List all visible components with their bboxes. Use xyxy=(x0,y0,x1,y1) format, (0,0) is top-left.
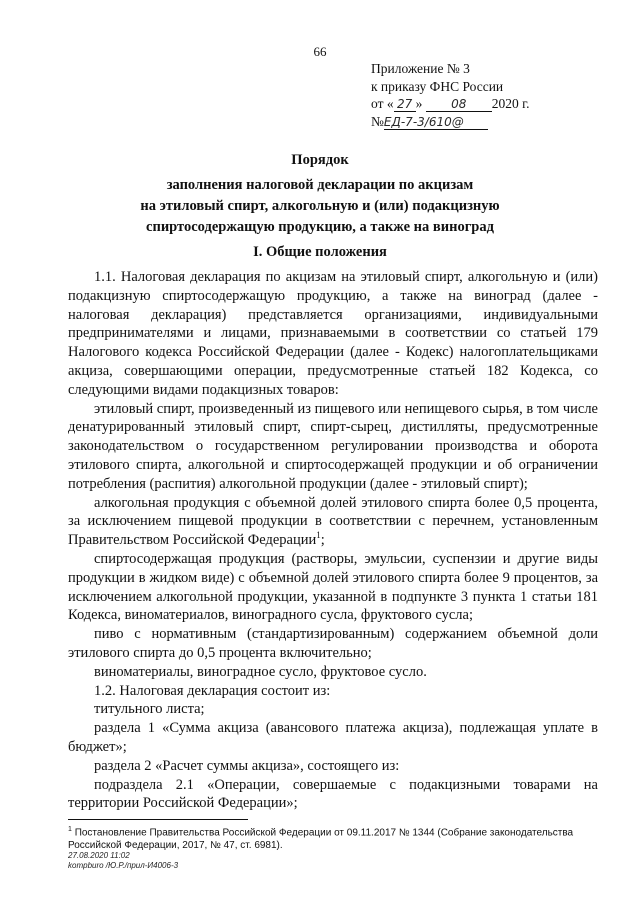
document-title xyxy=(0,150,640,238)
title-line-2: на этиловый спирт, алкогольную и (или) подакцизную xyxy=(140,198,500,214)
date-mid: » xyxy=(415,96,423,111)
date-prefix: от « xyxy=(371,96,394,111)
handwritten-number: ЕД-7-3/610@ xyxy=(384,115,488,130)
document-body xyxy=(68,268,598,813)
title-line-3: спиртосодержащую продукцию, а также на виноград xyxy=(146,219,494,235)
paragraph-section-1: раздела 1 «Сумма акциза (авансового платежа акциза), подлежащая уплате в бюджет»; xyxy=(68,720,598,755)
title-main: Порядок xyxy=(291,152,349,168)
page-number: 66 xyxy=(313,44,327,59)
attachment-number-line xyxy=(371,113,530,131)
paragraph-alcoholic-products xyxy=(68,494,598,550)
attachment-date-line xyxy=(371,95,530,113)
print-date: 27.08.2020 11:02 xyxy=(68,851,130,860)
title-line-1: заполнения налоговой декларации по акцизам xyxy=(166,177,474,193)
footnote-divider xyxy=(68,819,248,820)
date-year: 2020 г. xyxy=(491,96,530,111)
file-path: kompburo /Ю.Р./прил-И4006-3 xyxy=(68,861,179,870)
footnote-text: Постановление Правительства Российской Федерации от 09.11.2017 № 1344 (Собрание законодательства Российской Федерации, 2017, № 47, ст. 6981). xyxy=(68,827,574,852)
attachment-header xyxy=(371,60,530,130)
section-heading: I. Общие положения xyxy=(253,244,387,260)
number-prefix: № xyxy=(371,113,384,129)
paragraph-1-2: 1.2. Налоговая декларация состоит из: xyxy=(94,682,331,699)
footnote xyxy=(68,823,588,852)
paragraph-section-2: раздела 2 «Расчет суммы акциза», состоящего из: xyxy=(94,757,400,774)
paragraph-ethyl-alcohol: этиловый спирт, произведенный из пищевого или непищевого сырья, в том числе денатурированный этиловый спирт, спирт-сырец, дистилляты, предусмотренные законодательством о государственном регулировании производства и оборота этилового спирта, алкогольной и спиртосодержащей продукции и об ограничении потребления (распития) алкогольной продукции (далее - этиловый спирт); xyxy=(68,400,598,492)
paragraph-subsection-2-1: подраздела 2.1 «Операции, совершаемые с подакцизными товарами на территории Российской Федерации»; xyxy=(68,776,598,812)
attachment-line-2: к приказу ФНС России xyxy=(371,78,504,94)
paragraph-title-page: титульного листа; xyxy=(94,701,205,718)
paragraph-alcoholic-text: алкогольная продукция с объемной долей этилового спирта более 0,5 процента, за исключением пищевой продукции в соответствии с перечнем, установленным Правительством Российской Федерации xyxy=(68,494,598,549)
paragraph-alcohol-containing: спиртосодержащая продукция (растворы, эмульсии, суспензии и другие виды продукции в жидком виде) с объемной долей этилового спирта более 9 процентов, за исключением алкогольной продукции, указанной в подпункте 3 пункта 1 статьи 181 Кодекса, виноматериалов, виноградного сусла, фруктового сусла; xyxy=(68,550,598,624)
handwritten-month: 08 xyxy=(426,97,492,112)
handwritten-day: 27 xyxy=(394,97,416,112)
paragraph-1-1: 1.1. Налоговая декларация по акцизам на этиловый спирт, алкогольную и (или) подакцизную спиртосодержащую продукцию, а также на виноград (далее - налоговая декларация) представляется организациями, индивидуальными предпринимателями и лицами, признаваемыми в соответствии со статьей 179 Налогового кодекса Российской Федерации (далее - Кодекс) налогоплательщиками акциза, совершающими операции, предусмотренные статьей 182 Кодекса, со следующими видами подакцизных товаров: xyxy=(68,269,598,398)
footnote-mark: 1 xyxy=(68,826,72,833)
attachment-line-1: Приложение № 3 xyxy=(371,61,470,76)
footnote-reference: 1 xyxy=(316,530,321,541)
paragraph-beer: пиво с нормативным (стандартизированным) содержанием объемной доли этилового спирта до 0,5 процента включительно; xyxy=(68,626,598,661)
paragraph-alcoholic-suffix: ; xyxy=(320,532,325,549)
paragraph-wine-materials: виноматериалы, виноградное сусло, фруктовое сусло. xyxy=(94,663,427,680)
